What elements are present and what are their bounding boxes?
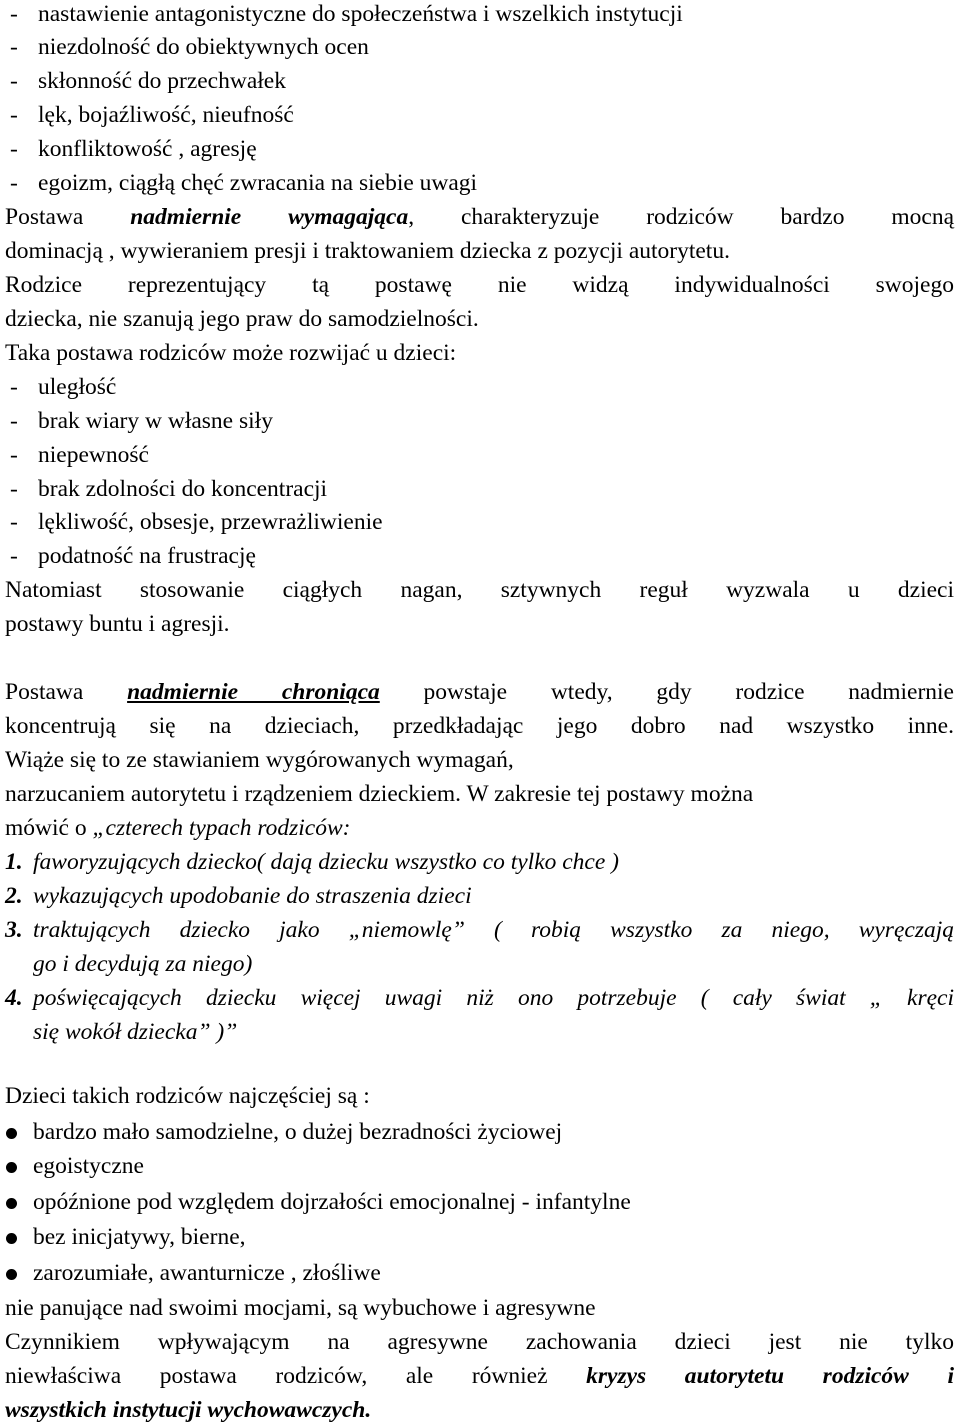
list-item: - uległość — [10, 374, 117, 400]
paragraph-line: Rodzice reprezentujący tą postawę nie widzą indywidualności swojego — [5, 272, 954, 298]
paragraph-line: dominacją , wywieraniem presji i traktowaniem dziecka z pozycji autorytetu. — [5, 238, 730, 264]
numbered-item: 2. — [5, 883, 23, 909]
list-item: egoistyczne — [33, 1153, 144, 1179]
list-item: - konfliktowość , agresję — [10, 136, 257, 162]
list-item: bez inicjatywy, bierne, — [33, 1224, 246, 1250]
paragraph-line: mówić o „czterech typach rodziców: — [5, 815, 351, 841]
numbered-item: 3. — [5, 917, 23, 943]
numbered-item: 1. — [5, 849, 23, 875]
paragraph-line: niewłaściwa postawa rodziców, ale również kryzys autorytetu rodziców i — [5, 1363, 954, 1389]
paragraph-line: dziecka, nie szanują jego praw do samodzielności. — [5, 306, 479, 332]
list-item: - egoizm, ciągłą chęć zwracania na siebie uwagi — [10, 170, 478, 196]
list-item: - niepewność — [10, 442, 149, 468]
list-item: - brak wiary w własne siły — [10, 408, 273, 434]
list-item: opóźnione pod względem dojrzałości emocjonalnej - infantylne — [33, 1189, 631, 1215]
list-item: - nastawienie antagonistyczne do społeczeństwa i wszelkich instytucji — [10, 1, 683, 27]
paragraph-line: Taka postawa rodziców może rozwijać u dzieci: — [5, 340, 457, 366]
numbered-item-text: się wokół dziecka” )” — [33, 1019, 238, 1045]
paragraph-line: Dzieci takich rodziców najczęściej są : — [5, 1083, 370, 1109]
list-item: - brak zdolności do koncentracji — [10, 476, 328, 502]
numbered-item-text: faworyzujących dziecko( dają dziecku wszystko co tylko chce ) — [33, 849, 619, 875]
numbered-item-text: go i decydują za niego) — [33, 951, 253, 977]
bullet-icon — [6, 1162, 17, 1173]
bullet-icon — [6, 1269, 17, 1280]
paragraph-line: Postawa nadmiernie wymagająca, charakteryzuje rodziców bardzo mocną — [5, 204, 955, 230]
numbered-item-text: poświęcających dziecku więcej uwagi niż ono potrzebuje ( cały świat „ kręci — [33, 985, 954, 1011]
paragraph-line: Natomiast stosowanie ciągłych nagan, sztywnych reguł wyzwala u dzieci — [5, 577, 954, 603]
list-item: - lękliwość, obsesje, przewrażliwienie — [10, 509, 383, 535]
paragraph-line: wszystkich instytucji wychowawczych. — [5, 1397, 372, 1423]
numbered-item-text: wykazujących upodobanie do straszenia dzieci — [33, 883, 472, 909]
numbered-item: 4. — [5, 985, 23, 1011]
list-item: - niezdolność do obiektywnych ocen — [10, 34, 369, 60]
numbered-item-text: traktujących dziecko jako „niemowlę” ( robią wszystko za niego, wyręczają — [33, 917, 954, 943]
list-item: - podatność na frustrację — [10, 543, 256, 569]
list-item: - lęk, bojaźliwość, nieufność — [10, 102, 294, 128]
list-item: zarozumiałe, awanturnicze , złośliwe — [33, 1260, 381, 1286]
paragraph-line: nie panujące nad swoimi mocjami, są wybuchowe i agresywne — [5, 1295, 596, 1321]
paragraph-line: narzucaniem autorytetu i rządzeniem dzieckiem. W zakresie tej postawy można — [5, 781, 754, 807]
paragraph-line: Czynnikiem wpływającym na agresywne zachowania dzieci jest nie tylko — [5, 1329, 954, 1355]
paragraph-line: koncentrują się na dzieciach, przedkładając jego dobro nad wszystko inne. — [5, 713, 954, 739]
paragraph-line: Wiąże się to ze stawianiem wygórowanych wymagań, — [5, 747, 514, 773]
list-item: - skłonność do przechwałek — [10, 68, 286, 94]
bullet-icon — [6, 1128, 17, 1139]
paragraph-line: postawy buntu i agresji. — [5, 611, 230, 637]
list-item: bardzo mało samodzielne, o dużej bezradności życiowej — [33, 1119, 563, 1145]
bullet-icon — [6, 1233, 17, 1244]
bullet-icon — [6, 1198, 17, 1209]
paragraph-line: Postawa nadmiernie chroniąca powstaje wtedy, gdy rodzice nadmiernie — [5, 679, 954, 705]
